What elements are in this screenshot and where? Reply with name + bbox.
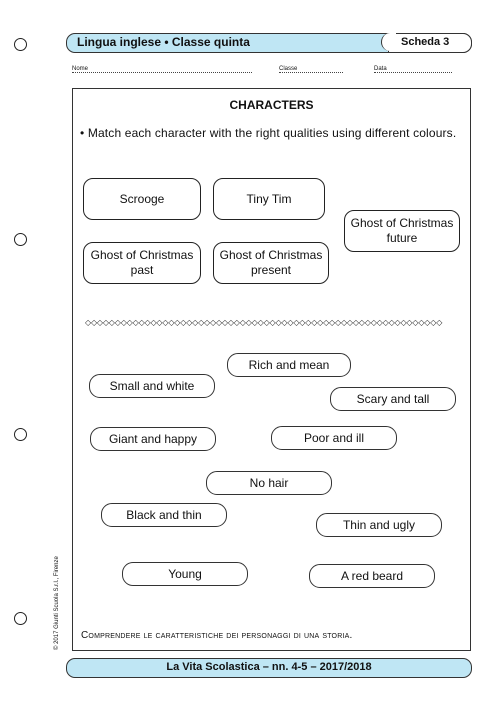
sheet-number: Scheda 3	[401, 36, 450, 48]
copyright-notice: © 2017 Giunti Scuola S.r.l., Firenze	[54, 556, 60, 650]
learning-objective: Comprendere le caratteristiche dei personaggi di una storia.	[81, 630, 353, 641]
name-label: Nome	[72, 66, 89, 72]
subject-title: Lingua inglese • Classe quinta	[77, 35, 250, 49]
binder-hole	[14, 612, 27, 625]
header-bar	[66, 33, 472, 53]
date-field[interactable]	[374, 66, 452, 73]
footer-text: La Vita Scolastica – nn. 4-5 – 2017/2018	[166, 661, 372, 673]
class-field[interactable]	[279, 66, 343, 73]
quality-tag[interactable]: Black and thin	[101, 503, 227, 527]
worksheet-frame	[72, 88, 471, 651]
quality-tag[interactable]: Young	[122, 562, 248, 586]
quality-tag[interactable]: Giant and happy	[90, 427, 216, 451]
character-box[interactable]: Ghost of Christmas present	[213, 242, 329, 284]
quality-tag[interactable]: Scary and tall	[330, 387, 456, 411]
character-box[interactable]: Tiny Tim	[213, 178, 325, 220]
character-box[interactable]: Scrooge	[83, 178, 201, 220]
name-field[interactable]	[72, 66, 252, 73]
quality-tag[interactable]: Thin and ugly	[316, 513, 442, 537]
sheet-tab	[388, 33, 472, 53]
class-label: Classe	[279, 66, 298, 72]
binder-hole	[14, 38, 27, 51]
footer-bar	[66, 658, 472, 678]
binder-hole	[14, 233, 27, 246]
character-box[interactable]: Ghost of Christmas past	[83, 242, 201, 284]
quality-tag[interactable]: No hair	[206, 471, 332, 495]
quality-tag[interactable]: Rich and mean	[227, 353, 351, 377]
diamond-separator: ◇◇◇◇◇◇◇◇◇◇◇◇◇◇◇◇◇◇◇◇◇◇◇◇◇◇◇◇◇◇◇◇◇◇◇◇◇◇◇◇◇◇◇◇◇◇◇◇◇◇◇◇◇◇◇◇◇◇◇◇	[85, 319, 443, 327]
binder-hole	[14, 428, 27, 441]
worksheet-title: CHARACTERS	[229, 98, 314, 112]
character-box[interactable]: Ghost of Christmas future	[344, 210, 460, 252]
instruction-text: • Match each character with the right qualities using different colours.	[80, 126, 457, 140]
date-label: Data	[374, 66, 387, 72]
quality-tag[interactable]: Poor and ill	[271, 426, 397, 450]
quality-tag[interactable]: Small and white	[89, 374, 215, 398]
quality-tag[interactable]: A red beard	[309, 564, 435, 588]
